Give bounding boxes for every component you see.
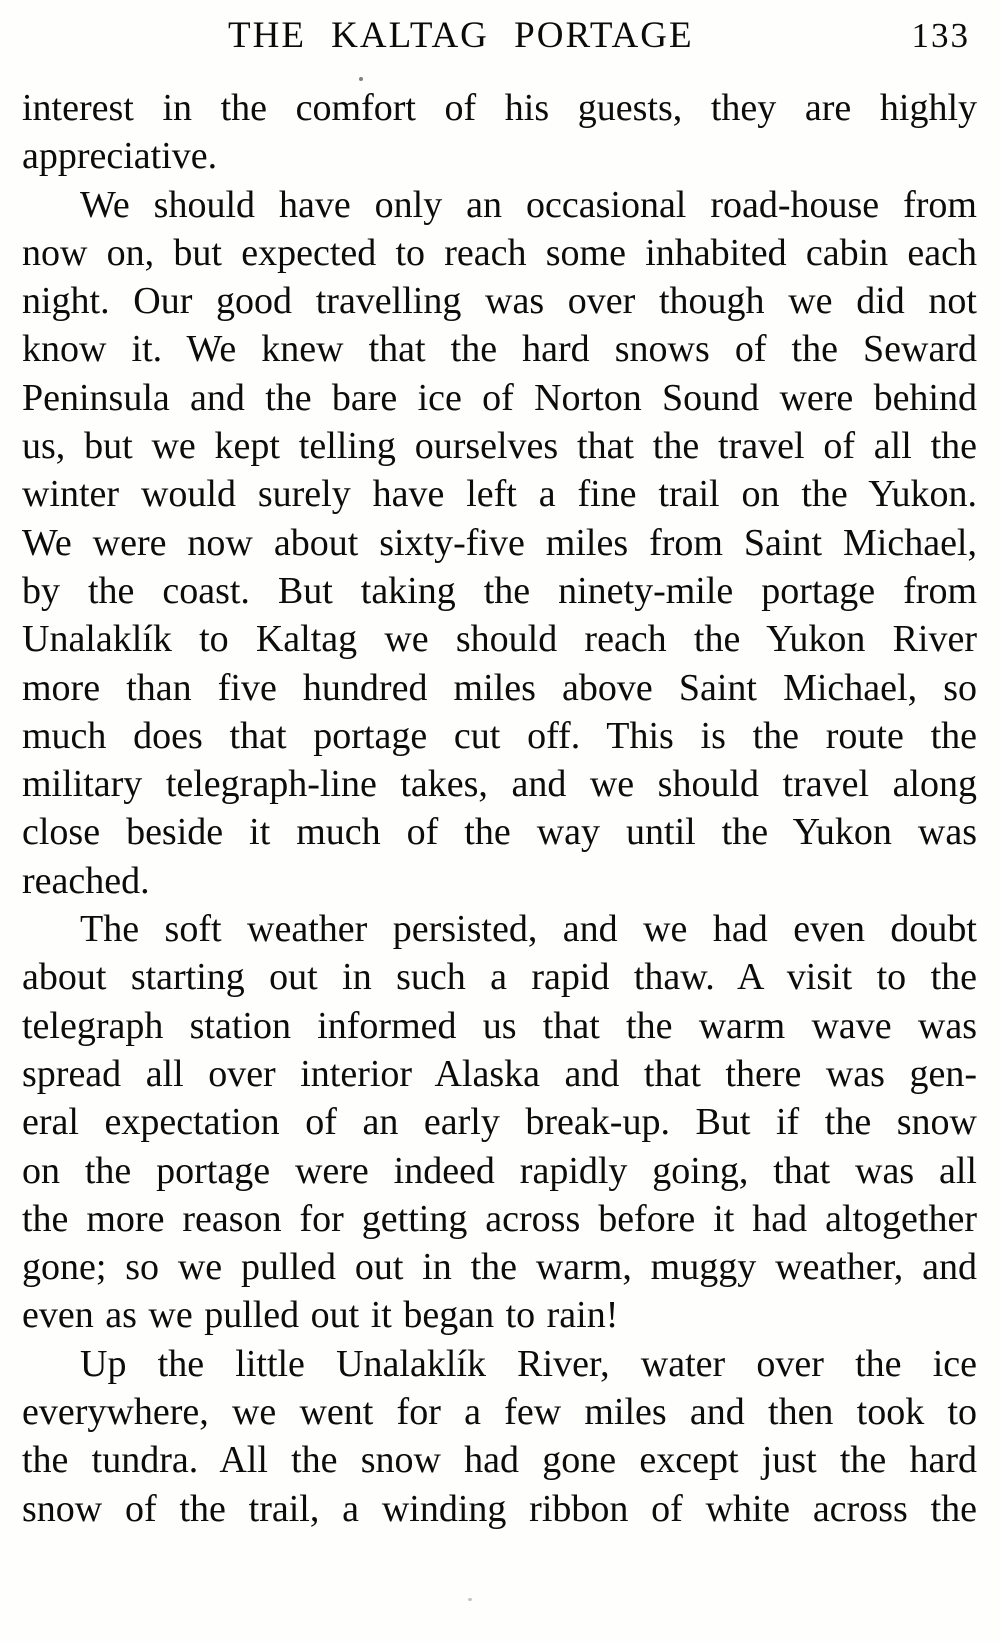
text-line: military telegraph-line takes, and we should travel along bbox=[22, 763, 977, 806]
page-number: 133 bbox=[911, 16, 970, 55]
text-line: eral expectation of an early break-up. But if the snow bbox=[22, 1101, 977, 1144]
text-line: Peninsula and the bare ice of Norton Sound were behind bbox=[22, 376, 977, 419]
text-line: spread all over interior Alaska and that there was gen- bbox=[22, 1052, 977, 1095]
paragraph bbox=[22, 181, 977, 905]
text-line: on the portage were indeed rapidly going, that was all bbox=[22, 1149, 977, 1192]
text-line: the tundra. All the snow had gone except just the hard bbox=[22, 1439, 977, 1482]
text-line: winter would surely have left a fine trail on the Yukon. bbox=[22, 473, 977, 516]
scan-speck bbox=[468, 1598, 472, 1601]
text-line: close beside it much of the way until the Yukon was bbox=[22, 811, 977, 854]
text-line: by the coast. But taking the ninety-mile portage from bbox=[22, 569, 977, 612]
text-line: snow of the trail, a winding ribbon of white across the bbox=[22, 1487, 977, 1530]
text-line: us, but we kept telling ourselves that the travel of all the bbox=[22, 425, 977, 468]
text-line: more than five hundred miles above Saint Michael, so bbox=[22, 666, 977, 709]
text-line: Up the little Unalaklík River, water over the ice bbox=[80, 1342, 977, 1385]
text-line: about starting out in such a rapid thaw. A visit to the bbox=[22, 956, 977, 999]
text-line: night. Our good travelling was over though we did not bbox=[22, 280, 977, 323]
text-line: everywhere, we went for a few miles and then took to bbox=[22, 1391, 977, 1434]
page-body bbox=[22, 84, 977, 1533]
chapter-title: THE KALTAG PORTAGE bbox=[228, 15, 694, 56]
text-line: much does that portage cut off. This is the route the bbox=[22, 714, 977, 757]
text-line: reached. bbox=[22, 859, 150, 902]
text-line: We were now about sixty-five miles from Saint Michael, bbox=[22, 521, 977, 564]
text-line: Unalaklík to Kaltag we should reach the Yukon River bbox=[22, 618, 977, 661]
text-line: interest in the comfort of his guests, they are highly bbox=[22, 87, 977, 129]
text-line: The soft weather persisted, and we had even doubt bbox=[80, 908, 977, 951]
running-header bbox=[22, 14, 978, 58]
text-line: telegraph station informed us that the warm wave was bbox=[22, 1004, 977, 1047]
text-line: the more reason for getting across before it had altogether bbox=[22, 1197, 977, 1240]
paragraph bbox=[22, 905, 977, 1340]
paragraph bbox=[22, 84, 977, 181]
text-line: know it. We knew that the hard snows of the Seward bbox=[22, 328, 977, 371]
paragraph bbox=[22, 1340, 977, 1533]
text-line: now on, but expected to reach some inhabited cabin each bbox=[22, 231, 977, 274]
text-line: even as we pulled out it began to rain! bbox=[22, 1294, 619, 1337]
scan-speck bbox=[359, 77, 363, 81]
text-line: appreciative. bbox=[22, 135, 218, 178]
text-line: gone; so we pulled out in the warm, muggy weather, and bbox=[22, 1246, 977, 1289]
text-line: We should have only an occasional road-house from bbox=[80, 183, 977, 226]
